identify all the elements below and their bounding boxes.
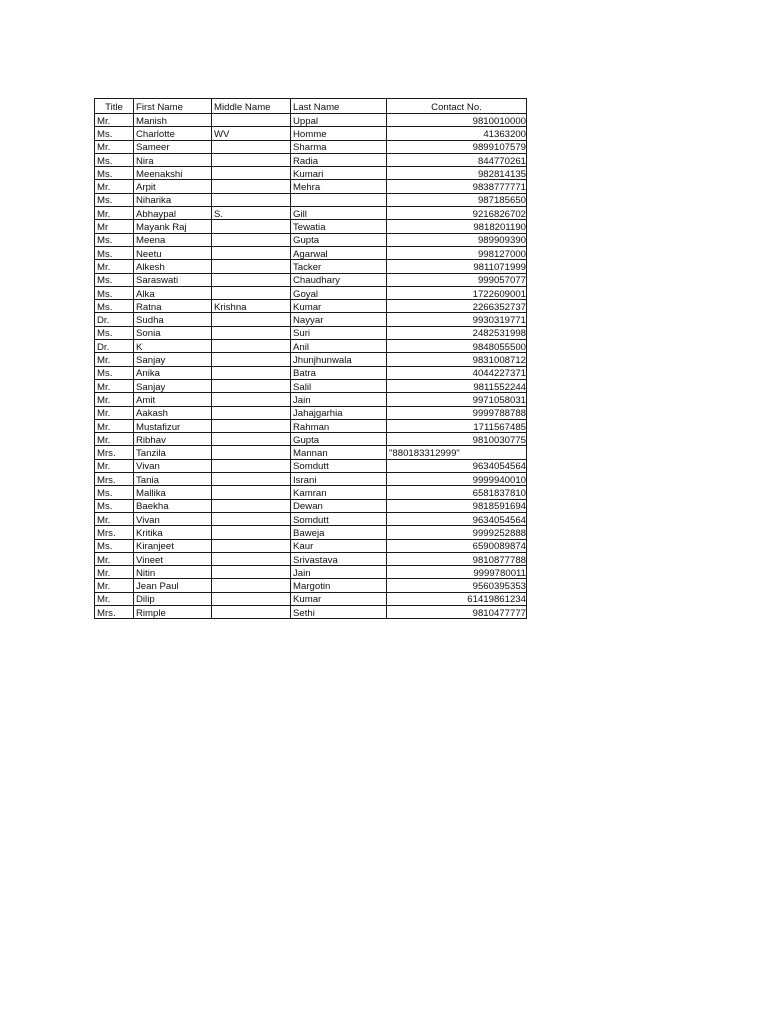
cell-contact-no: 2482531998: [387, 326, 527, 339]
cell-last-name: Somdutt: [291, 512, 387, 525]
cell-middle-name: [212, 180, 291, 193]
cell-middle-name: [212, 220, 291, 233]
cell-middle-name: [212, 326, 291, 339]
table-row: [95, 499, 527, 512]
cell-middle-name: [212, 419, 291, 432]
cell-contact-no: 9930319771: [387, 313, 527, 326]
cell-first-name: Mustafizur: [134, 419, 212, 432]
cell-middle-name: [212, 552, 291, 565]
cell-middle-name: [212, 486, 291, 499]
cell-title: Ms.: [95, 486, 134, 499]
cell-last-name: Rahman: [291, 419, 387, 432]
table-row: [95, 153, 527, 166]
cell-first-name: Dilip: [134, 592, 212, 605]
table-row: [95, 246, 527, 259]
cell-contact-no: 6581837810: [387, 486, 527, 499]
cell-contact-no: 2266352737: [387, 300, 527, 313]
cell-first-name: Saraswati: [134, 273, 212, 286]
cell-last-name: Jhunjhunwala: [291, 353, 387, 366]
cell-middle-name: [212, 233, 291, 246]
cell-title: Ms.: [95, 167, 134, 180]
cell-title: Mr.: [95, 459, 134, 472]
cell-contact-no: 987185650: [387, 193, 527, 206]
table-row: [95, 167, 527, 180]
cell-first-name: Charlotte: [134, 127, 212, 140]
cell-contact-no: 9999252888: [387, 526, 527, 539]
cell-first-name: Vineet: [134, 552, 212, 565]
cell-contact-no: 9971058031: [387, 393, 527, 406]
table-row: [95, 486, 527, 499]
cell-title: Mrs.: [95, 526, 134, 539]
cell-middle-name: [212, 579, 291, 592]
table-row: [95, 579, 527, 592]
cell-title: Mr.: [95, 512, 134, 525]
cell-middle-name: [212, 592, 291, 605]
table-row: [95, 592, 527, 605]
table-row: [95, 313, 527, 326]
cell-title: Ms.: [95, 326, 134, 339]
cell-first-name: Aakash: [134, 406, 212, 419]
table-row: [95, 207, 527, 220]
table-row: [95, 433, 527, 446]
table-row: [95, 340, 527, 353]
cell-contact-no: 61419861234: [387, 592, 527, 605]
cell-first-name: Jean Paul: [134, 579, 212, 592]
cell-last-name: Gupta: [291, 433, 387, 446]
cell-contact-no: 4044227371: [387, 366, 527, 379]
cell-last-name: Goyal: [291, 286, 387, 299]
table-row: [95, 140, 527, 153]
cell-middle-name: [212, 366, 291, 379]
cell-contact-no: 9848055500: [387, 340, 527, 353]
cell-contact-no: 9811552244: [387, 379, 527, 392]
cell-middle-name: Krishna: [212, 300, 291, 313]
table-row: [95, 393, 527, 406]
cell-contact-no: 9810477777: [387, 605, 527, 618]
cell-first-name: Sanjay: [134, 353, 212, 366]
cell-last-name: Gill: [291, 207, 387, 220]
table-row: [95, 300, 527, 313]
cell-first-name: Kritika: [134, 526, 212, 539]
cell-first-name: Tania: [134, 473, 212, 486]
cell-first-name: Vivan: [134, 512, 212, 525]
cell-title: Mr.: [95, 207, 134, 220]
cell-middle-name: [212, 313, 291, 326]
cell-title: Mr.: [95, 140, 134, 153]
cell-first-name: Baekha: [134, 499, 212, 512]
cell-first-name: Neetu: [134, 246, 212, 259]
cell-contact-no: 9838777771: [387, 180, 527, 193]
table-row: [95, 233, 527, 246]
cell-title: Mr: [95, 220, 134, 233]
cell-contact-no: 9560395353: [387, 579, 527, 592]
cell-last-name: Jain: [291, 566, 387, 579]
cell-last-name: Israni: [291, 473, 387, 486]
cell-title: Ms.: [95, 127, 134, 140]
cell-last-name: Uppal: [291, 114, 387, 127]
cell-last-name: Kaur: [291, 539, 387, 552]
cell-contact-no: 9999788788: [387, 406, 527, 419]
cell-last-name: Kamran: [291, 486, 387, 499]
cell-contact-no: 9899107579: [387, 140, 527, 153]
cell-last-name: Margotin: [291, 579, 387, 592]
cell-contact-no: 9216826702: [387, 207, 527, 220]
cell-last-name: Sethi: [291, 605, 387, 618]
cell-contact-no: 9818201190: [387, 220, 527, 233]
cell-middle-name: S.: [212, 207, 291, 220]
cell-middle-name: [212, 566, 291, 579]
table-row: [95, 419, 527, 432]
cell-middle-name: [212, 406, 291, 419]
cell-first-name: Anika: [134, 366, 212, 379]
cell-middle-name: [212, 193, 291, 206]
cell-first-name: Mallika: [134, 486, 212, 499]
table-row: [95, 353, 527, 366]
cell-middle-name: [212, 246, 291, 259]
header-title: Title: [95, 99, 134, 114]
cell-contact-no: 1722609001: [387, 286, 527, 299]
cell-last-name: Tacker: [291, 260, 387, 273]
cell-title: Mrs.: [95, 605, 134, 618]
table-row: [95, 566, 527, 579]
cell-first-name: K: [134, 340, 212, 353]
cell-middle-name: [212, 459, 291, 472]
cell-contact-no: 9999940010: [387, 473, 527, 486]
table-row: [95, 406, 527, 419]
cell-contact-no: 9634054564: [387, 512, 527, 525]
cell-last-name: Sharma: [291, 140, 387, 153]
header-last-name: Last Name: [291, 99, 387, 114]
cell-last-name: Jahajgarhia: [291, 406, 387, 419]
table-row: [95, 366, 527, 379]
cell-title: Ms.: [95, 300, 134, 313]
cell-first-name: Meena: [134, 233, 212, 246]
cell-middle-name: [212, 353, 291, 366]
cell-title: Mr.: [95, 353, 134, 366]
cell-first-name: Abhaypal: [134, 207, 212, 220]
cell-middle-name: [212, 379, 291, 392]
cell-title: Mrs.: [95, 473, 134, 486]
cell-title: Ms.: [95, 153, 134, 166]
table-row: [95, 273, 527, 286]
cell-last-name: Suri: [291, 326, 387, 339]
cell-first-name: Amit: [134, 393, 212, 406]
cell-title: Mr.: [95, 260, 134, 273]
header-contact-no: Contact No.: [387, 99, 527, 114]
cell-title: Mr.: [95, 180, 134, 193]
table-row: [95, 459, 527, 472]
cell-last-name: Mannan: [291, 446, 387, 459]
cell-middle-name: [212, 446, 291, 459]
cell-contact-no: 9999780011: [387, 566, 527, 579]
cell-title: Mr.: [95, 579, 134, 592]
cell-contact-no: "880183312999": [387, 446, 527, 459]
cell-title: Mr.: [95, 379, 134, 392]
cell-contact-no: 1711567485: [387, 419, 527, 432]
table-row: [95, 552, 527, 565]
header-middle-name: Middle Name: [212, 99, 291, 114]
header-first-name: First Name: [134, 99, 212, 114]
cell-contact-no: 6590089874: [387, 539, 527, 552]
cell-first-name: Ribhav: [134, 433, 212, 446]
cell-middle-name: [212, 140, 291, 153]
cell-middle-name: [212, 153, 291, 166]
cell-middle-name: [212, 393, 291, 406]
table-row: [95, 286, 527, 299]
cell-last-name: Dewan: [291, 499, 387, 512]
cell-contact-no: 9810030775: [387, 433, 527, 446]
cell-title: Dr.: [95, 340, 134, 353]
cell-title: Dr.: [95, 313, 134, 326]
cell-contact-no: 41363200: [387, 127, 527, 140]
cell-last-name: Agarwal: [291, 246, 387, 259]
cell-title: Mr.: [95, 566, 134, 579]
cell-first-name: Meenakshi: [134, 167, 212, 180]
table-row: [95, 379, 527, 392]
cell-first-name: Tanzila: [134, 446, 212, 459]
cell-first-name: Sameer: [134, 140, 212, 153]
cell-first-name: Sonia: [134, 326, 212, 339]
cell-middle-name: [212, 286, 291, 299]
table-row: [95, 326, 527, 339]
cell-last-name: Chaudhary: [291, 273, 387, 286]
header-row: [95, 99, 527, 114]
cell-middle-name: [212, 605, 291, 618]
cell-first-name: Alkesh: [134, 260, 212, 273]
cell-last-name: Radia: [291, 153, 387, 166]
cell-contact-no: 9810010000: [387, 114, 527, 127]
cell-last-name: Jain: [291, 393, 387, 406]
cell-title: Ms.: [95, 366, 134, 379]
contact-table: [94, 98, 527, 619]
cell-first-name: Sudha: [134, 313, 212, 326]
cell-middle-name: [212, 167, 291, 180]
cell-last-name: Homme: [291, 127, 387, 140]
cell-title: Mr.: [95, 114, 134, 127]
cell-middle-name: [212, 260, 291, 273]
cell-middle-name: [212, 512, 291, 525]
cell-middle-name: [212, 273, 291, 286]
cell-contact-no: 999057077: [387, 273, 527, 286]
table-row: [95, 446, 527, 459]
cell-first-name: Nira: [134, 153, 212, 166]
cell-first-name: Alka: [134, 286, 212, 299]
cell-title: Ms.: [95, 286, 134, 299]
cell-title: Mrs.: [95, 446, 134, 459]
table-row: [95, 260, 527, 273]
cell-first-name: Mayank Raj: [134, 220, 212, 233]
cell-first-name: Vivan: [134, 459, 212, 472]
cell-title: Mr.: [95, 393, 134, 406]
cell-last-name: Kumar: [291, 300, 387, 313]
cell-last-name: Tewatia: [291, 220, 387, 233]
cell-title: Ms.: [95, 539, 134, 552]
table-row: [95, 605, 527, 618]
table-row: [95, 539, 527, 552]
table-row: [95, 127, 527, 140]
cell-first-name: Arpit: [134, 180, 212, 193]
table-row: [95, 114, 527, 127]
cell-first-name: Rimple: [134, 605, 212, 618]
cell-middle-name: WV: [212, 127, 291, 140]
cell-middle-name: [212, 114, 291, 127]
cell-middle-name: [212, 433, 291, 446]
table-row: [95, 193, 527, 206]
cell-first-name: Niharika: [134, 193, 212, 206]
cell-contact-no: 9831008712: [387, 353, 527, 366]
cell-last-name: Gupta: [291, 233, 387, 246]
table-row: [95, 526, 527, 539]
cell-last-name: [291, 193, 387, 206]
cell-last-name: Anil: [291, 340, 387, 353]
cell-last-name: Srivastava: [291, 552, 387, 565]
table-body: [95, 114, 527, 619]
cell-title: Mr.: [95, 592, 134, 605]
table-row: [95, 180, 527, 193]
cell-middle-name: [212, 473, 291, 486]
table-row: [95, 220, 527, 233]
cell-last-name: Salil: [291, 379, 387, 392]
cell-contact-no: 9818591694: [387, 499, 527, 512]
table-row: [95, 473, 527, 486]
cell-first-name: Manish: [134, 114, 212, 127]
cell-last-name: Somdutt: [291, 459, 387, 472]
cell-title: Ms.: [95, 193, 134, 206]
cell-middle-name: [212, 526, 291, 539]
cell-contact-no: 9810877788: [387, 552, 527, 565]
cell-middle-name: [212, 539, 291, 552]
cell-last-name: Baweja: [291, 526, 387, 539]
cell-middle-name: [212, 340, 291, 353]
cell-middle-name: [212, 499, 291, 512]
cell-contact-no: 982814135: [387, 167, 527, 180]
cell-first-name: Ratna: [134, 300, 212, 313]
cell-last-name: Kumari: [291, 167, 387, 180]
cell-title: Mr.: [95, 433, 134, 446]
cell-title: Ms.: [95, 246, 134, 259]
cell-title: Mr.: [95, 419, 134, 432]
cell-title: Ms.: [95, 233, 134, 246]
cell-title: Ms.: [95, 273, 134, 286]
cell-contact-no: 998127000: [387, 246, 527, 259]
cell-last-name: Kumar: [291, 592, 387, 605]
cell-contact-no: 9634054564: [387, 459, 527, 472]
cell-first-name: Nitin: [134, 566, 212, 579]
table-row: [95, 512, 527, 525]
cell-contact-no: 989909390: [387, 233, 527, 246]
cell-title: Mr.: [95, 406, 134, 419]
cell-last-name: Nayyar: [291, 313, 387, 326]
cell-last-name: Mehra: [291, 180, 387, 193]
cell-contact-no: 9811071999: [387, 260, 527, 273]
cell-title: Ms.: [95, 499, 134, 512]
cell-first-name: Sanjay: [134, 379, 212, 392]
cell-first-name: Kiranjeet: [134, 539, 212, 552]
cell-contact-no: 844770261: [387, 153, 527, 166]
cell-title: Mr.: [95, 552, 134, 565]
cell-last-name: Batra: [291, 366, 387, 379]
